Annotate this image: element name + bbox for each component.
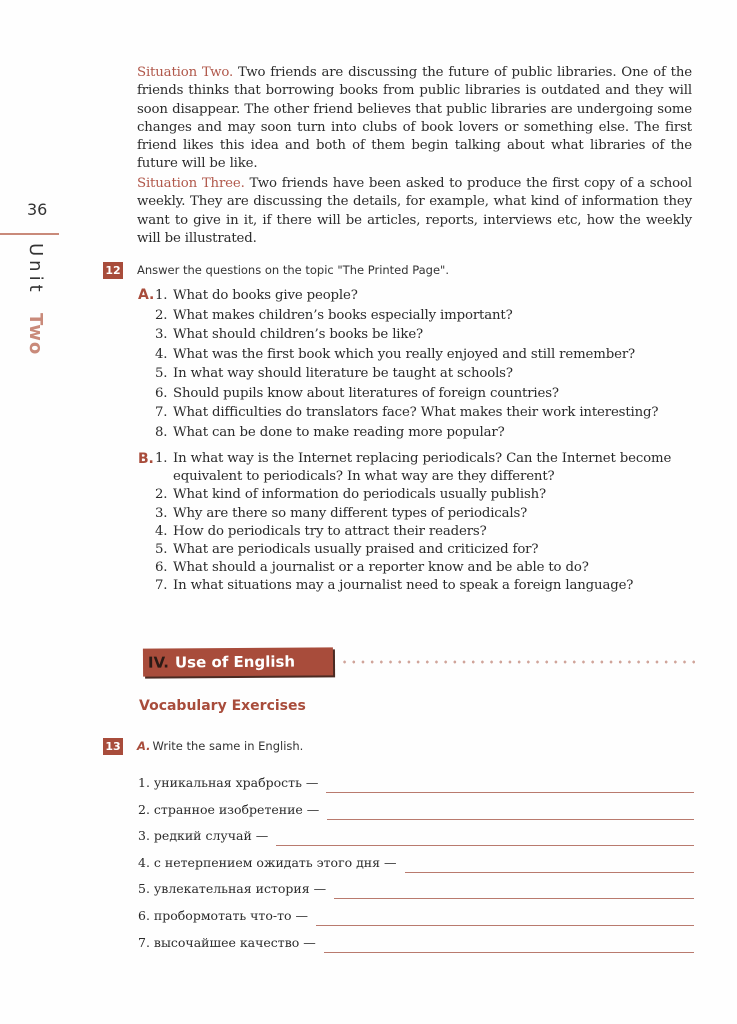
answer-blank[interactable] xyxy=(405,854,695,873)
exercise-instruction: Answer the questions on the topic "The Printed Page". xyxy=(137,263,449,277)
item-number: 4. xyxy=(138,854,150,870)
question-number: 6. xyxy=(155,385,168,401)
question-number: 3. xyxy=(155,505,168,521)
question-item xyxy=(155,505,698,523)
question-text: What was the first book which you really enjoyed and still remember? xyxy=(173,346,636,362)
russian-phrase: высочайшее качество — xyxy=(153,934,316,950)
question-number: 5. xyxy=(155,366,168,381)
question-text: How do periodicals try to attract their readers? xyxy=(173,523,487,539)
question-text: In what situations may a journalist need to speak a foreign language? xyxy=(173,578,634,594)
margin-divider xyxy=(0,233,59,235)
question-list xyxy=(138,450,698,596)
question-text: What are periodicals usually praised and criticized for? xyxy=(173,542,539,558)
item-number: 1. xyxy=(138,775,150,790)
vocabulary-item xyxy=(138,797,694,817)
question-item xyxy=(155,486,698,504)
question-text: What difficulties do translators face? What makes their work interesting? xyxy=(173,405,659,420)
question-number: 7. xyxy=(155,578,168,594)
question-number: 1. xyxy=(155,288,168,303)
section-header-band xyxy=(143,647,333,676)
question-text: Should pupils know about literatures of foreign countries? xyxy=(173,385,559,401)
item-number: 5. xyxy=(138,881,150,897)
russian-phrase: редкий случай — xyxy=(153,828,269,844)
question-text: What can be done to make reading more popular? xyxy=(173,424,505,440)
question-number: 8. xyxy=(155,424,168,440)
dotted-rule xyxy=(340,660,695,664)
russian-phrase: странное изобретение — xyxy=(153,801,320,817)
exercise-number-badge: 12 xyxy=(103,262,123,279)
question-number: 2. xyxy=(155,487,168,503)
vocabulary-item xyxy=(138,930,694,950)
question-item xyxy=(155,423,698,443)
answer-blank[interactable] xyxy=(276,827,694,846)
russian-phrase: с нетерпением ожидать этого дня — xyxy=(153,854,397,870)
question-item xyxy=(155,523,698,541)
part-letter: B. xyxy=(138,451,154,467)
vocabulary-item xyxy=(138,850,694,870)
question-group-b xyxy=(138,450,698,596)
item-number: 2. xyxy=(138,801,150,817)
question-item xyxy=(155,384,698,404)
item-number: 6. xyxy=(138,908,150,923)
question-item xyxy=(155,541,698,559)
section-title: Use of English xyxy=(174,652,296,672)
situation-three xyxy=(137,175,692,248)
question-text: What kind of information do periodicals usually publish? xyxy=(173,487,547,503)
question-number: 4. xyxy=(155,346,168,362)
question-text: What do books give people? xyxy=(173,288,358,303)
situation-text: Two friends are discussing the future of public libraries. One of the friends thinks that borrowing books from public libraries is outdated and they will soon disappear. The other friend believes that public libraries are undergoing some changes and may soon turn into clubs of book lovers or something else. The first friend likes this idea and both of them begin talking about what libraries of the future will be like. xyxy=(137,65,692,172)
russian-phrase: пробормотать что-то — xyxy=(153,908,308,923)
unit-word: Unit xyxy=(25,243,46,296)
vocabulary-prompt xyxy=(138,935,324,950)
question-item xyxy=(155,403,698,423)
vocabulary-item xyxy=(138,876,694,896)
question-item xyxy=(155,364,698,384)
page-number: 36 xyxy=(27,200,48,219)
vocabulary-item xyxy=(138,770,694,790)
question-item xyxy=(155,577,698,595)
situation-label: Situation Three. xyxy=(137,176,245,191)
question-number: 4. xyxy=(155,523,168,539)
question-text: What makes children’s books especially important? xyxy=(173,307,513,323)
question-text: What should children’s books be like? xyxy=(173,327,424,342)
question-item xyxy=(155,325,698,345)
instruction-text: Write the same in English. xyxy=(152,739,304,753)
situation-label: Situation Two. xyxy=(137,65,234,80)
unit-number: Two xyxy=(25,313,46,356)
question-number: 6. xyxy=(155,560,168,576)
vocabulary-item xyxy=(138,823,694,843)
part-letter: A. xyxy=(138,287,155,303)
vocabulary-item xyxy=(138,903,694,923)
question-number: 7. xyxy=(155,405,168,420)
vocabulary-prompt xyxy=(138,802,327,817)
question-text: In what way should literature be taught at schools? xyxy=(173,366,513,381)
answer-blank[interactable] xyxy=(326,774,694,793)
question-number: 2. xyxy=(155,307,168,323)
question-group-a xyxy=(138,286,698,442)
question-item xyxy=(155,450,698,486)
unit-label xyxy=(25,243,45,356)
question-text: Why are there so many different types of periodicals? xyxy=(173,505,528,521)
vocabulary-prompt xyxy=(138,855,405,870)
answer-blank[interactable] xyxy=(324,934,694,953)
answer-blank[interactable] xyxy=(316,907,694,926)
question-list xyxy=(138,286,698,442)
question-text: In what way is the Internet replacing periodicals? Can the Internet become equivalent to periodicals? In what way are they different? xyxy=(173,451,672,485)
russian-phrase: увлекательная история — xyxy=(153,881,327,897)
vocabulary-prompt xyxy=(138,881,334,896)
answer-blank[interactable] xyxy=(334,880,694,899)
exercise-number-badge: 13 xyxy=(103,738,123,755)
question-item xyxy=(155,559,698,577)
answer-blank[interactable] xyxy=(327,801,694,820)
question-number: 3. xyxy=(155,327,168,342)
exercise-instruction xyxy=(137,739,303,753)
part-letter: A. xyxy=(137,739,151,753)
vocabulary-prompt xyxy=(138,908,316,923)
situation-text: Two friends have been asked to produce the first copy of a school weekly. They are discussing the details, for example, what kind of information they want to give in it, if there will be articles, reports, interviews etc, how the weekly will be illustrated. xyxy=(137,176,692,246)
question-item xyxy=(155,306,698,326)
question-item xyxy=(155,345,698,365)
russian-phrase: уникальная храбрость — xyxy=(153,775,319,790)
item-number: 7. xyxy=(138,934,150,950)
situation-two xyxy=(137,64,692,174)
question-item xyxy=(155,286,698,306)
question-text: What should a journalist or a reporter know and be able to do? xyxy=(173,560,589,576)
question-number: 1. xyxy=(155,451,168,466)
item-number: 3. xyxy=(138,828,150,844)
question-number: 5. xyxy=(155,542,168,558)
section-roman-numeral: IV. xyxy=(147,653,170,672)
vocabulary-prompt xyxy=(138,775,326,790)
subheading: Vocabulary Exercises xyxy=(139,698,306,714)
vocabulary-prompt xyxy=(138,828,276,843)
